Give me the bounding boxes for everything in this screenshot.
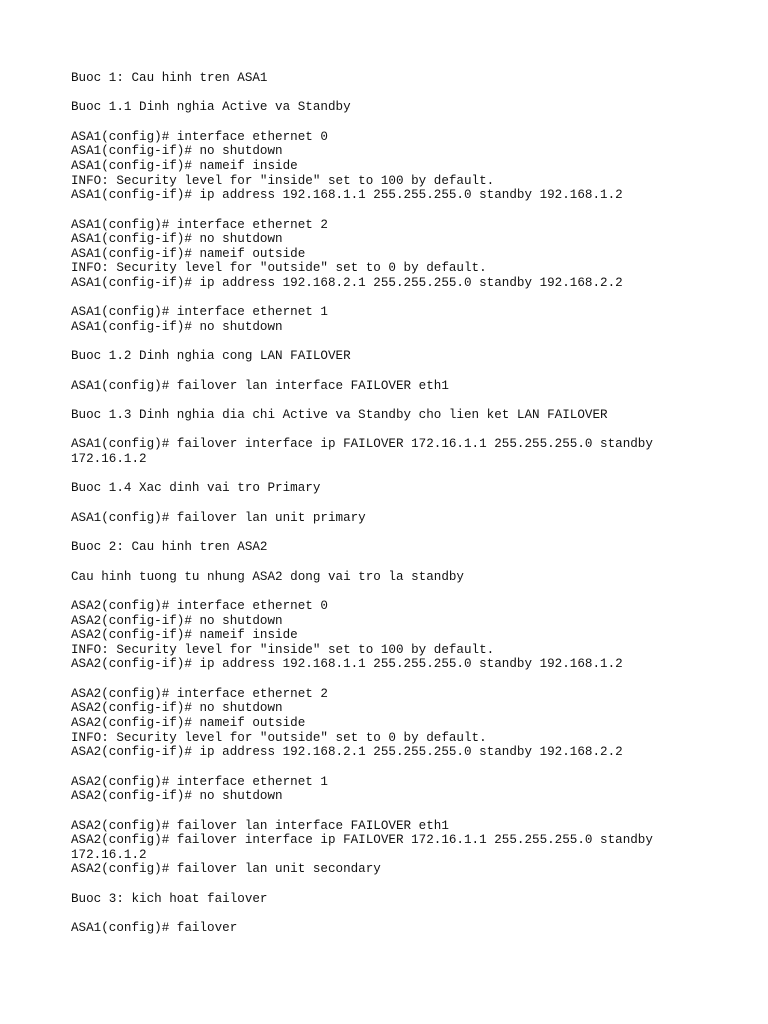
command-line: ASA2(config)# interface ethernet 1 <box>71 774 328 789</box>
command-line: ASA1(config)# failover <box>71 921 238 936</box>
command-line: ASA1(config)# interface ethernet 1 <box>71 305 328 320</box>
command-line: 172.16.1.2 <box>71 847 147 862</box>
blank-line <box>71 555 731 570</box>
asa2-eth1-block <box>71 775 731 804</box>
step-1-4-heading <box>71 481 731 496</box>
document-page <box>71 71 731 936</box>
blank-line <box>71 877 731 892</box>
blank-line <box>71 496 731 511</box>
command-line: ASA2(config)# failover lan unit secondary <box>71 862 381 877</box>
blank-line <box>71 584 731 599</box>
step-1-1-heading <box>71 100 731 115</box>
command-line: ASA1(config-if)# no shutdown <box>71 144 283 159</box>
heading-line: Buoc 1.4 Xac dinh vai tro Primary <box>71 481 321 496</box>
command-line: ASA1(config-if)# nameif outside <box>71 246 306 261</box>
command-line: ASA1(config-if)# no shutdown <box>71 232 283 247</box>
blank-line <box>71 291 731 306</box>
heading-line: Buoc 1.3 Dinh nghia dia chi Active va Standby cho lien ket LAN FAILOVER <box>71 408 608 423</box>
step-2-note <box>71 570 731 585</box>
command-line: ASA2(config)# failover lan interface FAILOVER eth1 <box>71 818 449 833</box>
blank-line <box>71 760 731 775</box>
command-line: ASA1(config-if)# ip address 192.168.1.1 255.255.255.0 standby 192.168.1.2 <box>71 188 623 203</box>
blank-line <box>71 86 731 101</box>
command-line: ASA1(config)# failover lan unit primary <box>71 510 366 525</box>
command-line: INFO: Security level for "outside" set to 0 by default. <box>71 730 487 745</box>
blank-line <box>71 364 731 379</box>
command-line: ASA1(config-if)# no shutdown <box>71 319 283 334</box>
step-1-3-heading <box>71 408 731 423</box>
asa2-eth0-block <box>71 599 731 672</box>
blank-line <box>71 804 731 819</box>
blank-line <box>71 525 731 540</box>
asa1-eth1-block <box>71 305 731 334</box>
command-line: ASA2(config-if)# ip address 192.168.1.1 255.255.255.0 standby 192.168.1.2 <box>71 657 623 672</box>
asa2-failover-block <box>71 819 731 877</box>
command-line: ASA1(config)# failover lan interface FAILOVER eth1 <box>71 378 449 393</box>
blank-line <box>71 906 731 921</box>
command-line: INFO: Security level for "inside" set to 100 by default. <box>71 642 495 657</box>
command-line: ASA2(config)# failover interface ip FAILOVER 172.16.1.1 255.255.255.0 standby <box>71 833 653 848</box>
command-line: INFO: Security level for "inside" set to 100 by default. <box>71 173 495 188</box>
heading-line: Buoc 1.1 Dinh nghia Active va Standby <box>71 100 351 115</box>
asa1-failover-ip-block <box>71 437 731 466</box>
blank-line <box>71 335 731 350</box>
blank-line <box>71 203 731 218</box>
command-line: ASA1(config)# interface ethernet 2 <box>71 217 328 232</box>
blank-line <box>71 423 731 438</box>
blank-line <box>71 672 731 687</box>
blank-line <box>71 467 731 482</box>
step-1-heading <box>71 71 731 86</box>
command-line: ASA2(config-if)# ip address 192.168.2.1 255.255.255.0 standby 192.168.2.2 <box>71 745 623 760</box>
asa1-eth0-block <box>71 130 731 203</box>
command-line: ASA1(config)# failover interface ip FAILOVER 172.16.1.1 255.255.255.0 standby <box>71 437 653 452</box>
command-line: ASA2(config-if)# no shutdown <box>71 613 283 628</box>
step-2-heading <box>71 540 731 555</box>
text-line: Cau hinh tuong tu nhung ASA2 dong vai tro la standby <box>71 569 464 584</box>
command-line: ASA1(config-if)# nameif inside <box>71 158 298 173</box>
command-line: INFO: Security level for "outside" set to 0 by default. <box>71 261 487 276</box>
heading-line: Buoc 3: kich hoat failover <box>71 891 268 906</box>
command-line: 172.16.1.2 <box>71 452 147 467</box>
command-line: ASA1(config)# interface ethernet 0 <box>71 129 328 144</box>
blank-line <box>71 393 731 408</box>
asa1-failover-lan-block <box>71 379 731 394</box>
heading-line: Buoc 2: Cau hinh tren ASA2 <box>71 540 268 555</box>
command-line: ASA2(config-if)# nameif inside <box>71 628 298 643</box>
command-line: ASA2(config)# interface ethernet 2 <box>71 686 328 701</box>
step-1-2-heading <box>71 349 731 364</box>
command-line: ASA2(config-if)# no shutdown <box>71 701 283 716</box>
asa1-enable-failover-block <box>71 921 731 936</box>
blank-line <box>71 115 731 130</box>
asa2-eth2-block <box>71 687 731 760</box>
command-line: ASA2(config-if)# no shutdown <box>71 789 283 804</box>
asa1-primary-block <box>71 511 731 526</box>
command-line: ASA2(config-if)# nameif outside <box>71 715 306 730</box>
step-3-heading <box>71 892 731 907</box>
asa1-eth2-block <box>71 218 731 291</box>
heading-line: Buoc 1: Cau hinh tren ASA1 <box>71 71 268 85</box>
heading-line: Buoc 1.2 Dinh nghia cong LAN FAILOVER <box>71 349 351 364</box>
command-line: ASA2(config)# interface ethernet 0 <box>71 599 328 614</box>
command-line: ASA1(config-if)# ip address 192.168.2.1 255.255.255.0 standby 192.168.2.2 <box>71 275 623 290</box>
